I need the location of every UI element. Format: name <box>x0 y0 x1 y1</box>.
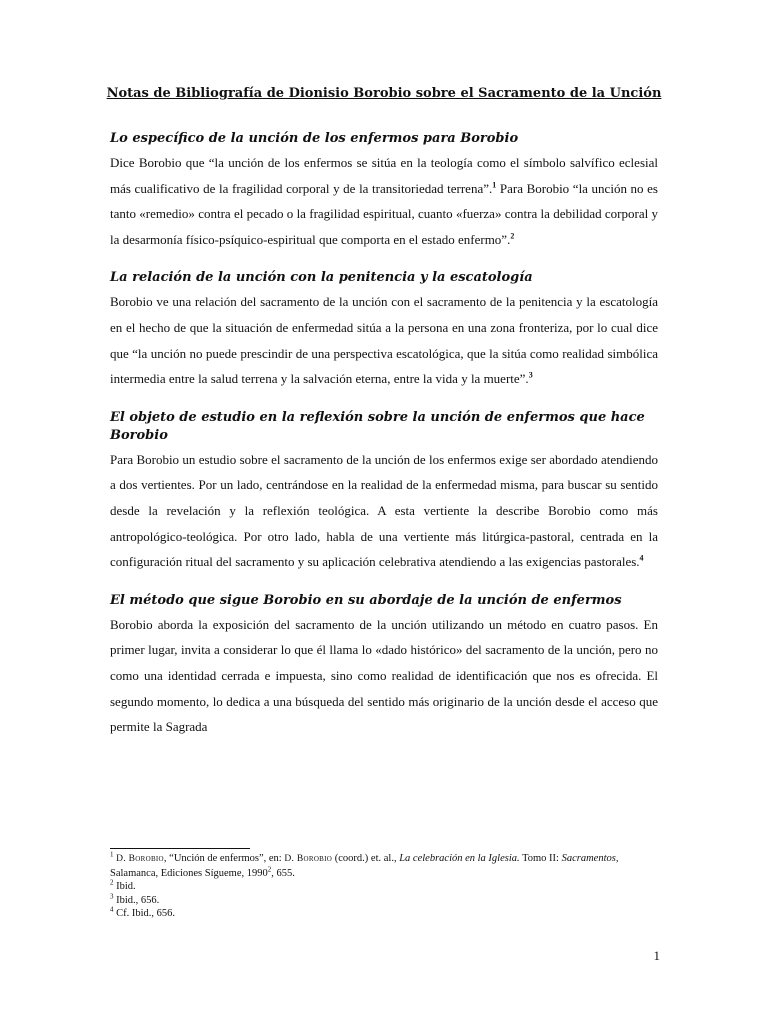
section-heading: Lo específico de la unción de los enfermos para Borobio <box>110 131 519 146</box>
footnote-number: 1 <box>110 850 114 859</box>
footnote-3 <box>110 894 658 908</box>
footnote-4 <box>110 907 658 921</box>
footnote-ref[interactable]: 4 <box>639 553 644 563</box>
section-paragraph <box>110 150 658 252</box>
footnote-number: 2 <box>110 878 114 887</box>
section-metodo <box>110 592 658 740</box>
footnote-divider <box>110 848 250 849</box>
footnote-text: , 655. <box>271 867 295 879</box>
section-objeto <box>110 409 658 575</box>
footnote-text: Cf. Ibid., 656. <box>116 908 176 919</box>
section-heading: El método que sigue Borobio en su abordaje de la unción de enfermos <box>110 592 622 608</box>
footnote-work-title: Sacramentos, <box>561 853 619 864</box>
footnote-text: Salamanca, Ediciones Sígueme, 1990 <box>110 867 268 879</box>
paragraph-text: Borobio ve una relación del sacramento de la unción con el sacramento de la penitencia y la escatología en el hecho de que la situación de enfermedad sitúa a la persona en una zona fronteriza, por lo cual dice que “la unción no puede prescindir de una perspectiva escatológica, que la sitúa como realidad simbólica intermedia entre la salud terrena y la salvación eterna, entre la vida y la muerte”. <box>110 294 658 387</box>
paragraph-text: Dice Borobio que “la unción de los enfermos se sitúa en la teología como el símbolo salvífico eclesial más cualificativo de la fragilidad corporal y de la transitoriedad terrena”. <box>110 155 658 196</box>
footnote-ref[interactable]: 2 <box>510 231 515 241</box>
section-heading: El objeto de estudio en la reflexión sobre la unción de enfermos que hace Borobio <box>110 409 645 443</box>
document-body <box>110 130 658 757</box>
footnote-text: , “Unción de enfermos”, en: <box>163 853 285 864</box>
footnote-2 <box>110 880 658 894</box>
footnote-1 <box>110 852 658 880</box>
footnote-text: Tomo II: <box>519 853 562 864</box>
footnote-edition: 2 <box>267 865 272 873</box>
footnote-number: 4 <box>110 905 114 914</box>
section-paragraph <box>110 612 658 740</box>
section-penitencia <box>110 269 658 391</box>
footnote-author: D. Borobio <box>284 854 333 864</box>
section-paragraph <box>110 289 658 391</box>
section-especifico <box>110 130 658 252</box>
footnote-text: Ibid. <box>116 881 136 892</box>
paragraph-text: Para Borobio un estudio sobre el sacramento de la unción de los enfermos exige ser abordado atendiendo a dos vertientes. Por un lado, centrándose en la realidad de la enfermedad misma, para buscar su sentido desde la revelación y la reflexión teológica. A esta vertiente la describe Borobio como más antropológico-teológica. Por otro lado, habla de una vertiente más litúrgica-pastoral, centrada en la configuración ritual del sacramento y su aplicación celebrativa atendiendo a las exigencias pastorales. <box>110 451 658 570</box>
footnote-text: Ibid., 656. <box>116 894 160 906</box>
page-number: 1 <box>653 948 660 963</box>
footnote-ref[interactable]: 3 <box>528 370 533 380</box>
footnotes <box>110 852 658 921</box>
document-title: Notas de Bibliografía de Dionisio Borobio sobre el Sacramento de la Unción <box>106 86 662 101</box>
footnote-text: (coord.) et. al., <box>332 853 400 864</box>
section-paragraph <box>110 447 658 575</box>
footnote-ref[interactable]: 1 <box>492 180 497 190</box>
footnote-number: 3 <box>110 892 114 900</box>
footnote-author: D. Borobio <box>116 854 164 864</box>
footnote-work-title: La celebración en la Iglesia. <box>399 853 520 864</box>
section-heading: La relación de la unción con la penitencia y la escatología <box>110 270 533 286</box>
paragraph-text: Para Borobio “la unción no es tanto «remedio» contra el pecado o la fragilidad espiritual, cuanto «fuerza» contra la debilidad corporal y la desarmonía físico-psíquico-espiritual que comporta en el estado enfermo”. <box>110 180 658 247</box>
paragraph-text: Borobio aborda la exposición del sacramento de la unción utilizando un método en cuatro pasos. En primer lugar, invita a considerar lo que él llama lo «dado histórico» del sacramento de la unción, pero no como una identidad cerrada e impuesta, sino como realidad de identificación que nos es ofrecida. El segundo momento, lo dedica a una búsqueda del sentido más originario de la unción desde el acceso que permite la Sagrada <box>110 616 658 735</box>
